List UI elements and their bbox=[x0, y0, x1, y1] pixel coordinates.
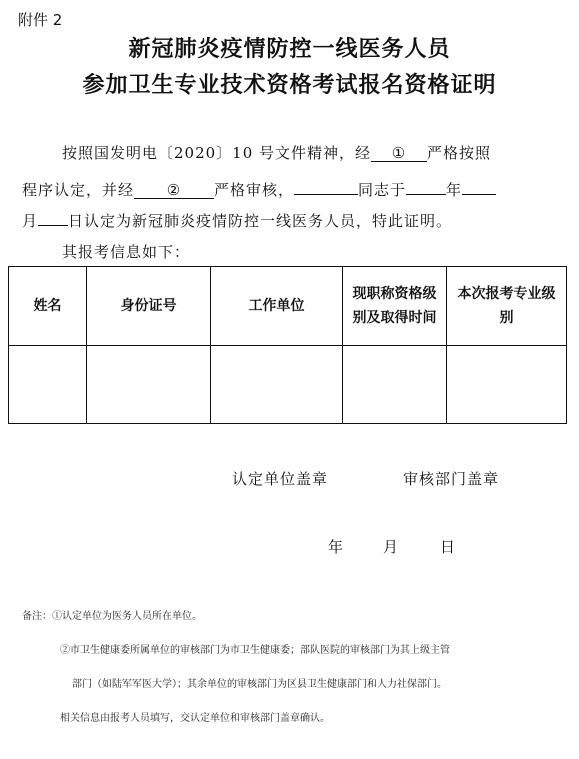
table-header-row bbox=[9, 267, 567, 346]
header-id-number: 身份证号 bbox=[87, 267, 211, 346]
paragraph-line-1 bbox=[62, 142, 491, 163]
cell-work-unit bbox=[211, 346, 343, 424]
registration-info-table bbox=[8, 266, 567, 424]
blank-name bbox=[294, 178, 358, 195]
header-exam-level: 本次报考专业级别 bbox=[447, 267, 567, 346]
paragraph-text: 月 bbox=[22, 212, 39, 230]
cell-name bbox=[9, 346, 87, 424]
blank-month bbox=[462, 178, 496, 195]
date-day: 日 bbox=[440, 538, 456, 556]
document-title-line-2: 参加卫生专业技术资格考试报名资格证明 bbox=[82, 73, 497, 98]
header-current-title: 现职称资格级别及取得时间 bbox=[343, 267, 447, 346]
notes-label: 备注： bbox=[22, 611, 52, 622]
cell-current-title bbox=[343, 346, 447, 424]
date-month: 月 bbox=[383, 538, 399, 556]
seal-recognizing-unit: 认定单位盖章 bbox=[232, 470, 329, 488]
paragraph-text: 程序认定，并经 bbox=[22, 181, 135, 199]
paragraph-text: 同志于 bbox=[358, 181, 407, 199]
notes-line-1 bbox=[22, 607, 202, 622]
header-work-unit: 工作单位 bbox=[211, 267, 343, 346]
blank-year bbox=[406, 178, 446, 195]
paragraph-line-3 bbox=[22, 209, 452, 231]
paragraph-text: 严格按照 bbox=[427, 144, 492, 162]
date-year: 年 bbox=[328, 538, 344, 556]
blank-recognizing-unit: ① bbox=[371, 145, 427, 162]
paragraph-line-2 bbox=[22, 178, 496, 200]
paragraph-text: 严格审核， bbox=[214, 181, 295, 199]
header-name: 姓名 bbox=[9, 267, 87, 346]
notes-line-4: 相关信息由报考人员填写，交认定单位和审核部门盖章确认。 bbox=[60, 713, 330, 724]
table-row bbox=[9, 346, 567, 424]
paragraph-text: 日认定为新冠肺炎疫情防控一线医务人员，特此证明。 bbox=[68, 212, 453, 230]
note-text: ①认定单位为医务人员所在单位。 bbox=[52, 611, 202, 622]
blank-day bbox=[38, 209, 68, 226]
notes-line-3: 部门（如陆军军医大学）；其余单位的审核部门为区县卫生健康部门和人力社保部门。 bbox=[72, 679, 447, 690]
attachment-label: 附件 2 bbox=[18, 11, 63, 29]
cell-exam-level bbox=[447, 346, 567, 424]
seal-review-dept: 审核部门盖章 bbox=[403, 470, 500, 488]
paragraph-line-4: 其报考信息如下： bbox=[62, 243, 191, 261]
paragraph-text: 按照国发明电〔2020〕10 号文件精神，经 bbox=[62, 144, 372, 162]
notes-line-2: ②市卫生健康委所属单位的审核部门为市卫生健康委；部队医院的审核部门为其上级主管 bbox=[60, 645, 450, 656]
paragraph-text: 年 bbox=[446, 181, 463, 199]
document-title-line-1: 新冠肺炎疫情防控一线医务人员 bbox=[128, 37, 451, 62]
cell-id-number bbox=[87, 346, 211, 424]
blank-review-dept: ② bbox=[134, 182, 214, 199]
